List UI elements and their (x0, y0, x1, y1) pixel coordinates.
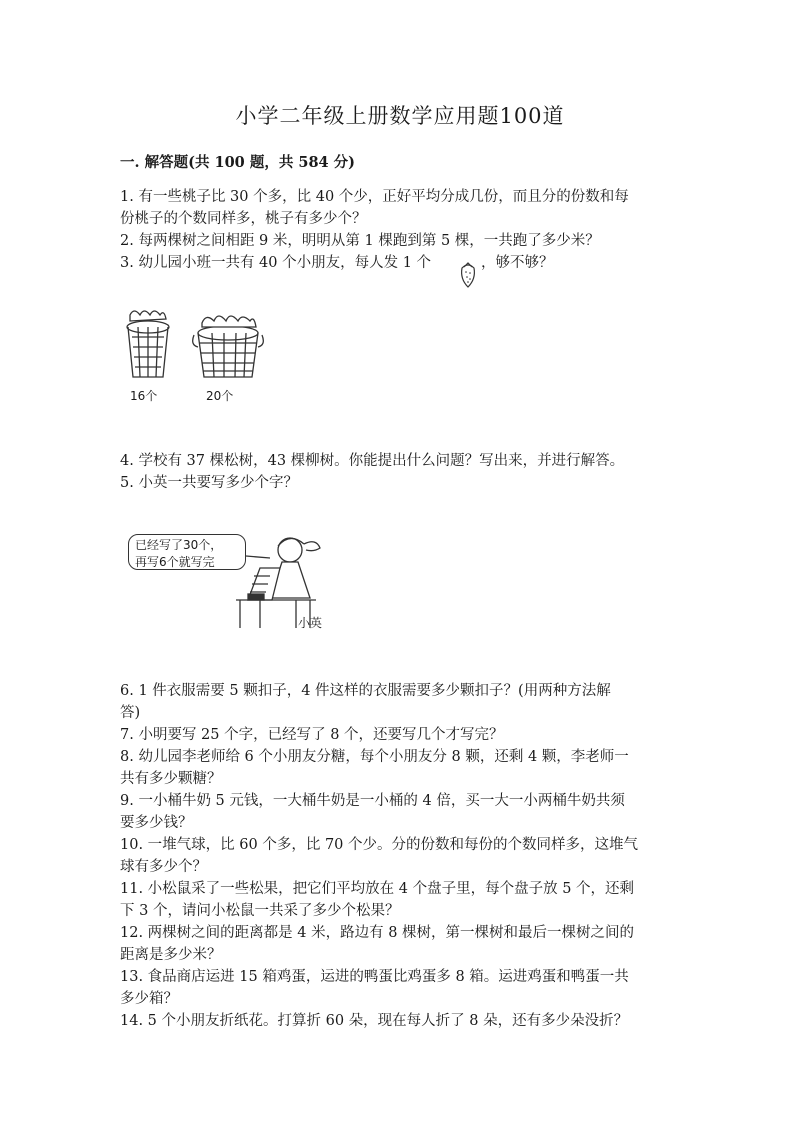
girl-name: 小英 (298, 616, 323, 630)
question-4: 4. 学校有 37 棵松树，43 棵柳树。你能提出什么问题？写出来，并进行解答。 (120, 453, 625, 469)
basket-label-right: 20个 (206, 389, 234, 403)
question-1-line-2: 份桃子的个数同样多，桃子有多少个？ (120, 211, 367, 227)
question-9-line-1: 9. 一小桶牛奶 5 元钱，一大桶牛奶是一小桶的 4 倍，买一大一小两桶牛奶共须 (120, 793, 625, 809)
question-1-line-1: 1. 有一些桃子比 30 个多，比 40 个少，正好平均分成几份，而且分的份数和每 (120, 189, 629, 205)
question-13-line-2: 多少箱？ (120, 991, 178, 1007)
strawberry-icon (458, 259, 478, 289)
question-11-line-1: 11. 小松鼠采了一些松果，把它们平均放在 4 个盘子里，每个盘子放 5 个，还剩 (120, 881, 635, 897)
question-6-line-2: 答) (120, 705, 141, 721)
question-11-line-2: 下 3 个，请问小松鼠一共采了多少个松果？ (120, 903, 400, 919)
question-14: 14. 5 个小朋友折纸花。打算折 60 朵，现在每人折了 8 朵，还有多少朵没折？ (120, 1013, 629, 1029)
baskets-illustration (118, 305, 278, 405)
page-title: 小学二年级上册数学应用题100道 (235, 104, 565, 128)
question-6-line-1: 6. 1 件衣服需要 5 颗扣子，4 件这样的衣服需要多少颗扣子？(用两种方法解 (120, 683, 611, 699)
question-13-line-1: 13. 食品商店运进 15 箱鸡蛋，运进的鸭蛋比鸡蛋多 8 箱。运进鸡蛋和鸭蛋一共 (120, 969, 629, 985)
question-9-line-2: 要多少钱？ (120, 815, 193, 831)
question-2: 2. 每两棵树之间相距 9 米，明明从第 1 棵跑到第 5 棵，一共跑了多少米？ (120, 233, 600, 249)
question-3-part-1: 3. 幼儿园小班一共有 40 个小朋友，每人发 1 个 (120, 255, 432, 271)
question-12-line-1: 12. 两棵树之间的距离都是 4 米，路边有 8 棵树，第一棵树和最后一棵树之间的 (120, 925, 635, 941)
question-7: 7. 小明要写 25 个字，已经写了 8 个，还要写几个才写完？ (120, 727, 504, 743)
question-10-line-1: 10. 一堆气球，比 60 个多，比 70 个少。分的份数和每份的个数同样多，这堆气 (120, 837, 639, 853)
question-10-line-2: 球有多少个？ (120, 859, 207, 875)
basket-label-left: 16个 (130, 389, 158, 403)
speech-line-1: 已经写了30个， (135, 538, 223, 552)
girl-writing-illustration (120, 528, 340, 638)
section-heading: 一. 解答题(共 100 题，共 584 分) (120, 154, 356, 171)
question-5: 5. 小英一共要写多少个字？ (120, 475, 298, 491)
question-12-line-2: 距离是多少米？ (120, 947, 222, 963)
question-8-line-1: 8. 幼儿园李老师给 6 个小朋友分糖，每个小朋友分 8 颗，还剩 4 颗，李老师一 (120, 749, 629, 765)
question-3-part-2: ，够不够？ (481, 255, 554, 271)
question-8-line-2: 共有多少颗糖？ (120, 771, 222, 787)
speech-line-2: 再写6个就写完 (135, 555, 215, 569)
basket-icon (118, 305, 278, 385)
